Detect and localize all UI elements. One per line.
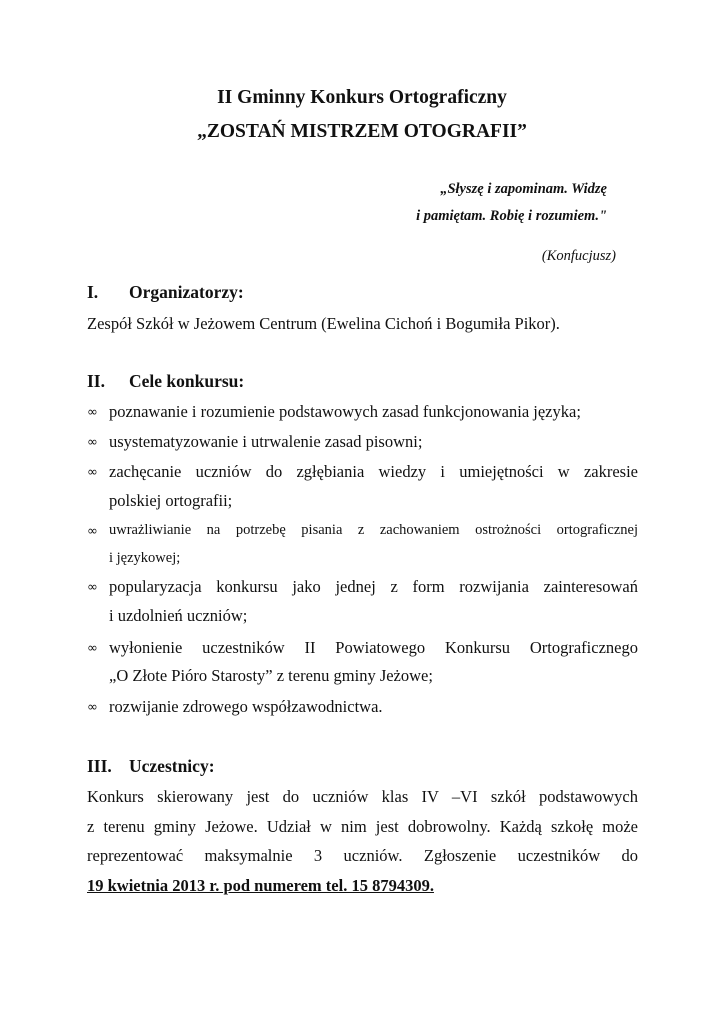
section-number: II. <box>87 371 105 391</box>
organizers-text: Zespół Szkół w Jeżowem Centrum (Ewelina Cichoń i Bogumiła Pikor). <box>87 314 560 333</box>
participants-text-line: z terenu gminy Jeżowe. Udział w nim jest dobrowolny. Każdą szkołę może <box>87 817 638 836</box>
infinity-bullet-icon: ∞ <box>87 700 98 715</box>
infinity-bullet-icon: ∞ <box>87 641 98 656</box>
quote-author: (Konfucjusz) <box>541 248 616 264</box>
registration-deadline: 19 kwietnia 2013 r. pod numerem tel. 15 8794309. <box>87 876 434 895</box>
infinity-bullet-icon: ∞ <box>87 580 98 595</box>
infinity-bullet-icon: ∞ <box>87 465 98 480</box>
list-item-continuation: polskiej ortografii; <box>109 491 233 510</box>
list-item-continuation: „O Złote Pióro Starosty” z terenu gminy Jeżowe; <box>109 666 433 685</box>
quote-line-1: „Słyszę i zapominam. Widzę <box>440 181 607 197</box>
section-title: Organizatorzy: <box>129 282 244 302</box>
infinity-bullet-icon: ∞ <box>87 405 98 420</box>
list-item-text: zachęcanie uczniów do zgłębiania wiedzy i umiejętności w zakresie <box>109 462 638 481</box>
section-title: Uczestnicy: <box>129 756 215 776</box>
list-item-text: wyłonienie uczestników II Powiatowego Konkursu Ortograficznego <box>109 638 638 657</box>
section-participants-heading <box>87 756 215 777</box>
list-item-text: rozwijanie zdrowego współzawodnictwa. <box>109 697 383 716</box>
list-item <box>87 577 638 597</box>
list-item-text: popularyzacja konkursu jako jednej z form rozwijania zainteresowań <box>109 577 638 596</box>
list-item <box>87 697 638 717</box>
participants-text-line: reprezentować maksymalnie 3 uczniów. Zgłoszenie uczestników do <box>87 846 638 865</box>
infinity-bullet-icon: ∞ <box>87 524 98 539</box>
list-item <box>87 432 638 452</box>
list-item <box>87 522 638 539</box>
list-item <box>87 638 638 658</box>
section-number: I. <box>87 282 99 302</box>
quote-line-2: i pamiętam. Robię i rozumiem." <box>416 208 607 224</box>
list-item <box>87 462 638 482</box>
section-organizers-heading <box>87 282 244 303</box>
participants-text-line: Konkurs skierowany jest do uczniów klas IV –VI szkół podstawowych <box>87 787 638 806</box>
infinity-bullet-icon: ∞ <box>87 435 98 450</box>
list-item-text: usystematyzowanie i utrwalenie zasad pisowni; <box>109 432 423 451</box>
section-title: Cele konkursu: <box>129 371 245 391</box>
document-title: II Gminny Konkurs Ortograficzny <box>217 87 507 108</box>
list-item-continuation: i językowej; <box>109 550 181 566</box>
list-item-continuation: i uzdolnień uczniów; <box>109 606 248 625</box>
section-goals-heading <box>87 371 244 392</box>
list-item-text: poznawanie i rozumienie podstawowych zasad funkcjonowania języka; <box>109 402 581 421</box>
contest-name: „ZOSTAŃ MISTRZEM OTOGRAFII” <box>197 121 527 142</box>
list-item <box>87 402 638 422</box>
section-number: III. <box>87 756 112 776</box>
list-item-text: uwrażliwianie na potrzebę pisania z zachowaniem ostrożności ortograficznej <box>109 522 638 538</box>
